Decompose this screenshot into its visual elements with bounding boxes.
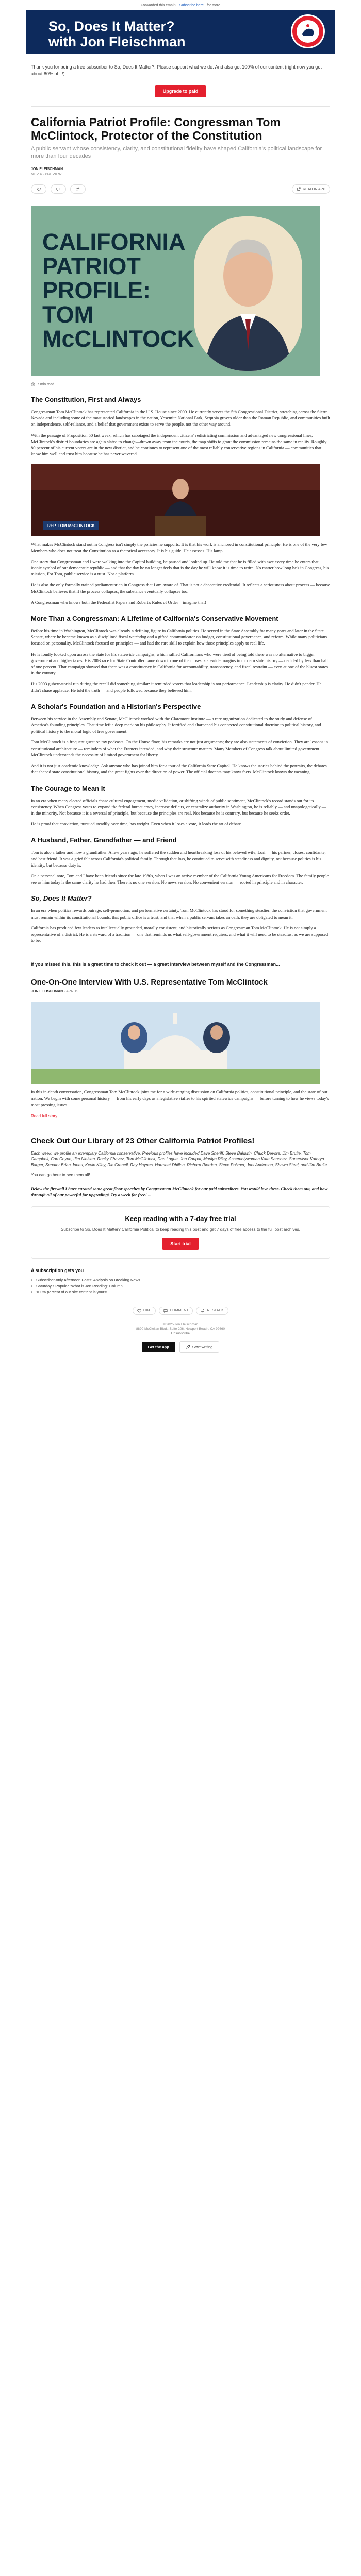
paragraph: Before his time in Washington, McClintock was already a defining figure in California politics. He served in the State Assembly for many years and later in the State Senate, where he became known as a disciplined fiscal watchdog and a gifted communicator on budget, constitutional governance, and reform. While many politicians focused on personality, McClintock focused on principles — and had the rare skill to explain how those principles apply to real life.	[31, 628, 327, 646]
banner-title: So, Does It Matter? with Jon Fleischman	[48, 19, 186, 49]
library-heading: Check Out Our Library of 23 Other California Patriot Profiles!	[31, 1136, 255, 1145]
heart-icon	[137, 1309, 141, 1313]
copyright: © 2025 Jon Fleischman	[162, 1322, 199, 1326]
post-actions	[31, 184, 330, 194]
restack-icon	[76, 187, 80, 191]
get-app-button[interactable]: Get the app	[142, 1342, 175, 1352]
byline: JON FLEISCHMAN NOV 4 · PREVIEW	[31, 167, 330, 177]
hero-image	[31, 206, 320, 376]
author-name[interactable]: JON FLEISCHMAN	[31, 167, 63, 171]
comment-icon	[56, 187, 60, 191]
section-heading: The Courage to Mean It	[31, 784, 105, 792]
section-heading: A Scholar's Foundation and a Historian's Perspective	[31, 702, 201, 710]
divider	[31, 106, 330, 107]
footer-like-button[interactable]: LIKE	[133, 1307, 156, 1315]
top-note: Forwarded this email? Subscribe here for more	[140, 3, 221, 7]
post-meta: PREVIEW	[45, 173, 62, 176]
paragraph: In an era when politics rewards outrage, self-promotion, and performative certainty, Tom McClintock has stood for something steadier: the conviction that government must remain within its constitutional bounds, that public office is a trust, and that when a public servant takes an oath, they are obligated to mean it.	[31, 908, 327, 920]
paragraph: With the passage of Proposition 50 last week, which has sabotaged the independent citizens' redistricting commission and advantaged new congressional lines, McClintock's district boundaries are again slated to change—drawn away from the courts, the map shifts to grant the commission remains the same in reality. Roughly 80 percent of his current voters are in the new district, and he continues to represent one of the most reliably conservative regions in California — communities that know him well and trust him because he has never wavered.	[31, 432, 327, 457]
list-item: • Subscriber-only Afternoon Posts: Analysis on Breaking News	[31, 1277, 330, 1283]
paragraph: A Congressman who knows both the Federalist Papers and Robert's Rules of Order – imagine that!	[31, 599, 206, 605]
clock-icon	[31, 382, 35, 386]
subscription-benefits	[31, 1277, 330, 1295]
read-full-story-link[interactable]: Read full story	[31, 1113, 58, 1118]
subscription-heading: A subscription gets you	[31, 1268, 84, 1274]
pencil-icon	[186, 1345, 190, 1349]
paragraph: He is proof that conviction, pursued steadily over time, has weight. Even when it loses a vote, it leads the art of debate.	[31, 821, 242, 827]
section-heading: The Constitution, First and Always	[31, 396, 141, 403]
read-time: 7 min read	[31, 382, 330, 386]
post-date: NOV 4	[31, 173, 42, 176]
address: 8890 McClellan Blvd., Suite 206, Newport Beach, CA 92660	[136, 1327, 225, 1331]
paragraph: Tom McClintock is a frequent guest on my podcasts. On the House floor, his remarks are not just arguments; they are also statements of conviction. They are lessons in constitutional architecture — reminders of what the Framers intended, and why their structure matters. Many Members of Congress talk about limited government. McClintock understands the necessity of limited government for liberty.	[31, 739, 329, 757]
section-heading: A Husband, Father, Grandfather — and Friend	[31, 836, 177, 844]
podium-photo	[31, 464, 320, 536]
hero-title: CALIFORNIA PATRIOT PROFILE: TOM McCLINTOCK	[42, 229, 194, 352]
unsubscribe-link[interactable]: Unsubscribe	[171, 1331, 190, 1335]
paywall-box	[31, 1206, 330, 1259]
paragraph: One story that Congressman and I were walking into the Capitol building, he paused and looked up. He told me that he is filled with awe every time he enters that iconic symbol of our democratic republic — and that the day he no longer feels that is the day he will know it is time to retire. No matter how long he's in Congress, his mission, For Tom, public service is a trust. Not a platform.	[31, 558, 329, 577]
paragraph: On a personal note, Tom and I have been friends since the late 1980s, when I was an active member of the California Young Americans for Freedom. The family people see as him today is the same clarity he had then. There is no one version. No news version. No convenient version — rooted in principle and in character.	[31, 873, 329, 885]
portrait-frame	[194, 216, 302, 371]
section-heading: So, Does It Matter?	[31, 894, 92, 903]
read-in-app-button[interactable]: READ IN APP	[292, 184, 330, 194]
paywall-heading: Keep reading with a 7-day free trial	[125, 1215, 236, 1223]
paywall-text: Subscribe to So, Does It Matter? California Political to keep reading this post and get 7 days of free access to the full post archives.	[61, 1227, 300, 1232]
paragraph: Congressman Tom McClintock has represented California in the U.S. House since 2009. He currently serves the 5th Congressional District, stretching across the Sierra Nevada and including some of the most storied landscapes in the nation, Yosemite National Park, Sequoia groves older than the Roman Republic, and communities built on independence, self-reliance, and a belief that government exists to serve the people, not the other way around.	[31, 409, 330, 427]
footer-actions	[31, 1307, 330, 1315]
footer	[31, 1322, 330, 1353]
paragraph: Between his service in the Assembly and Senate, McClintock worked with the Claremont Institute — a rare organization dedicated to the study and defense of America's founding principles. That time left a deep mark on his philosophy. It fortified and sharpened his connected constitutional doctrine to political history, and political history to the moral logic of free government.	[31, 716, 321, 734]
promo-intro: If you missed this, this is a great time to check it out — a great interview between myself and the Congressman...	[31, 962, 280, 968]
paragraph: What makes McClintock stand out in Congress isn't simply the policies he supports. It is that his work is anchored in constitutional principle. He is one of the very few Members who does not treat the Constitution as a rhetorical accessory. It is his guide. He assesses. His lamp.	[31, 541, 327, 553]
interview-heading[interactable]: One-On-One Interview With U.S. Representative Tom McClintock	[31, 978, 268, 987]
article-subtitle: A public servant whose consistency, clarity, and constitutional fidelity have shaped California's political landscape for more than four decades	[31, 146, 322, 159]
outro-text: Below the firewall I have curated some great floor speeches by Congressman McClintock for our paid subscribers. You would love these. Check them out, and how through all of our powerful for upgrading! Try a week for free! ...	[31, 1186, 328, 1198]
california-badge-icon	[290, 13, 326, 49]
library-body: Each week, we profile an exemplary California conservative. Previous profiles have included Dave Sheriff, Steve Baldwin, Chuck Devore, Jim Brulte, Tom Campbell, Carl Coyne, Jim Nielsen, Rocky Chavez, Tom McClintock, Dan Logue, Jon Coupal, Marilyn Riley, Assemblywoman Kate Sanchez, Supervisor Kathryn Barger, Senator Brian Jones, Kevin Kiley, Ric Grenell, Ray Haynes, Harmeet Dhillon, Richard Riordan, Steve Poizner, Joel Anderson, Shawn Steel, and Jim Brulte.	[31, 1150, 329, 1167]
restack-icon	[201, 1309, 205, 1313]
heart-icon	[37, 187, 41, 191]
interview-summary: In this in-depth conversation, Congressman Tom McClintock joins me for a wide-ranging discussion on California politics, constitutional principle, and the state of our nation. We begin with some personal history — from his early days as a legislative staffer to his spirited statewide campaigns — before turning to how he views today's most pressing issues...	[31, 1089, 329, 1107]
subscribe-link[interactable]: Subscribe here	[179, 3, 204, 7]
like-button[interactable]	[31, 184, 46, 194]
restack-button[interactable]	[70, 184, 86, 194]
paragraph: California has produced few leaders as intellectually grounded, morally consistent, and historically serious as Congressman Tom McClintock. He is not simply a representative of a district. He is a steward of a tradition — one that reminds us what self-government requires, and what it will need to be steadfast as we are supposed to be.	[31, 925, 329, 943]
comment-button[interactable]	[51, 184, 66, 194]
upgrade-button[interactable]: Upgrade to paid	[155, 85, 207, 97]
list-item: • Saturday's Popular "What is Jon Reading" Column	[31, 1283, 330, 1290]
paragraph: He is also the only formally trained parliamentarian in Congress that I am aware of. That is not a decorative credential. It reflects a seriousness about process — because McClintock believes that if the process collapses, the substance eventually collapses too.	[31, 582, 330, 594]
library-link[interactable]: You can go here to see them all!	[31, 1173, 90, 1178]
paragraph: His 2003 gubernatorial run during the recall did something similar: it reminded voters that leadership is not performance. Leadership is clarity. He didn't pander. He didn't chase applause. He told the truth — and people followed because they believed him.	[31, 681, 322, 693]
article-title: California Patriot Profile: Congressman Tom McClintock, Protector of the Constitution	[31, 115, 281, 142]
portrait-illustration	[194, 216, 302, 371]
newsletter-banner	[26, 10, 335, 54]
list-item: • 100% percent of our site content is yours!	[31, 1289, 330, 1295]
photo-caption: REP. TOM McCLINTOCK	[43, 521, 99, 530]
paragraph: And it is not just academic knowledge. Ask anyone who has joined him for a tour of the California State Capitol. He knows the stories behind the portraits, the debates that shaped state constitutional history, and the great fights over the direction of power. The official docents may know facts. McClintock knows the meaning.	[31, 763, 327, 775]
start-writing-button[interactable]: Start writing	[179, 1341, 220, 1353]
interview-byline: JON FLEISCHMAN · APR 19	[31, 990, 79, 994]
footer-comment-button[interactable]: COMMENT	[159, 1307, 193, 1315]
paragraph: In an era when many elected officials chase cultural engagement, media validation, or shifting winds of public sentiment, McClintock's record stands out for its consistency. When Congress votes to expand the federal bureaucracy, increase deficits, or centralize authority in Washington, he is reliably — and unapologetically — in the minority. Not because it is a reversal of principle, but because the principles are real. Not because he is contrary, but because he seeks order.	[31, 798, 326, 816]
interview-image[interactable]	[31, 1002, 320, 1084]
external-link-icon	[297, 187, 301, 191]
paragraph: Tom is also a father and now a grandfather. A few years ago, he suffered the sudden and heartbreaking loss of his beloved wife, Lori — his partner, closest confidante, and best friend. It was a grief felt across California's political family. Through that loss, he continued to serve with steadiness and dignity, not because politics is his identity, but because duty is.	[31, 850, 326, 868]
section-heading: More Than a Congressman: A Lifetime of California's Conservative Movement	[31, 615, 278, 623]
thanks-text: Thank you for being a free subscriber to So, Does It Matter?. Please support what we do. And also get 100% of our content (right now you get about 80% of it!).	[31, 64, 322, 76]
footer-restack-button[interactable]: RESTACK	[196, 1307, 228, 1315]
comment-icon	[163, 1309, 168, 1313]
start-trial-button[interactable]: Start trial	[162, 1238, 199, 1250]
capitol-illustration	[31, 1002, 320, 1084]
paragraph: He is fondly looked upon across the state for his statewide campaigns, which rallied Californians who were tired of being told there was no alternative to bigger government and higher taxes. His 2003 race for State Controller came down to one of the closest statewide margins in modern state history — decided by less than half of one percent. That campaign showed that there was a constituency in California for accountability, transparency, and fiscal restraint — even at one of the bluest states in the country.	[31, 651, 329, 676]
